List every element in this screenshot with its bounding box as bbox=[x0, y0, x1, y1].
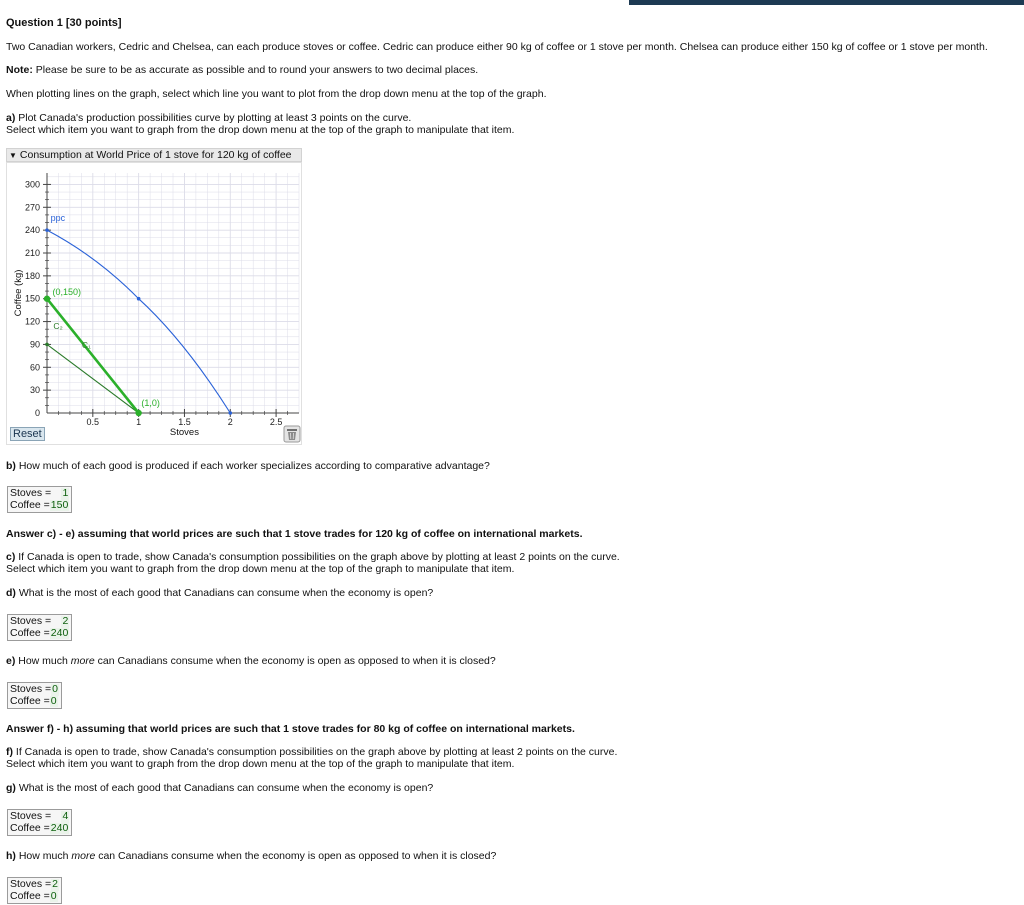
part-c-question bbox=[6, 551, 620, 563]
y-tick-label: 240 bbox=[24, 225, 40, 236]
stoves-label: Stoves = bbox=[10, 615, 52, 627]
ppc-label: ppc bbox=[50, 213, 66, 223]
coffee-value-field[interactable]: 240 bbox=[50, 626, 69, 639]
part-d-label: d) bbox=[6, 587, 16, 599]
y-tick-label: 180 bbox=[24, 270, 40, 281]
ppc-point[interactable] bbox=[137, 297, 141, 301]
coffee-value-field[interactable]: 0 bbox=[50, 694, 57, 707]
part-c-label: c) bbox=[6, 551, 16, 563]
y-axis-title: Coffee (kg) bbox=[13, 269, 24, 317]
part-b-text: How much of each good is produced if each worker specializes according to comparative advantage? bbox=[15, 460, 490, 472]
note-label: Note: bbox=[6, 64, 33, 76]
part-g-question bbox=[6, 782, 433, 794]
part-f-text: If Canada is open to trade, show Canada's consumption possibilities on the graph above by plotting at least 2 points on the curve. bbox=[13, 746, 618, 758]
stoves-value-field[interactable]: 2 bbox=[62, 615, 69, 627]
y-tick-label: 0 bbox=[34, 408, 40, 418]
part-h-answer-box bbox=[7, 877, 62, 904]
question-intro: Two Canadian workers, Cedric and Chelsea, can each produce stoves or coffee. Cedric can produce either 90 kg of coffee or 1 stove per month. Chelsea can produce either 150 kg of coffee or 1 stove per month. bbox=[6, 41, 988, 53]
part-g-text: What is the most of each good that Canadians can consume when the economy is open? bbox=[15, 782, 434, 794]
stoves-value-field[interactable]: 1 bbox=[62, 487, 69, 499]
part-b-answer-box bbox=[7, 486, 72, 513]
x-tick-label: 1.5 bbox=[178, 417, 191, 427]
part-b-label: b) bbox=[6, 460, 16, 472]
part-c-instruction: Select which item you want to graph from the drop down menu at the top of the graph to manipulate that item. bbox=[6, 563, 515, 575]
trash-icon[interactable] bbox=[283, 425, 301, 443]
coffee-label: Coffee = bbox=[10, 694, 50, 707]
y-tick-label: 120 bbox=[24, 316, 40, 327]
ppc-chart[interactable] bbox=[7, 163, 303, 446]
y-tick-label: 300 bbox=[24, 179, 40, 190]
c1-point-1-0[interactable] bbox=[135, 410, 141, 416]
part-c-text: If Canada is open to trade, show Canada's consumption possibilities on the graph above by plotting at least 2 points on the curve. bbox=[15, 551, 620, 563]
coffee-value-field[interactable]: 150 bbox=[50, 498, 69, 511]
part-e-text-pre: How much bbox=[15, 655, 71, 667]
note-text: Please be sure to be as accurate as possible and to round your answers to two decimal places. bbox=[32, 64, 479, 76]
x-tick-label: 2.5 bbox=[269, 417, 283, 427]
coffee-value-field[interactable]: 0 bbox=[50, 889, 57, 902]
part-h-label: h) bbox=[6, 850, 16, 862]
part-d-question bbox=[6, 587, 433, 599]
y-tick-label: 150 bbox=[24, 293, 40, 304]
ppc-point[interactable] bbox=[45, 228, 49, 232]
coffee-value-field[interactable]: 240 bbox=[50, 821, 69, 834]
c2-label: C₂ bbox=[53, 321, 63, 332]
question-title: Question 1 [30 points] bbox=[6, 17, 122, 29]
part-g-label: g) bbox=[6, 782, 16, 794]
part-d-answer-box bbox=[7, 614, 72, 641]
coffee-label: Coffee = bbox=[10, 889, 50, 902]
dropdown-caret-icon: ▼ bbox=[9, 151, 17, 160]
x-tick-label: 2 bbox=[227, 417, 233, 427]
part-e-label: e) bbox=[6, 655, 16, 667]
part-f-label: f) bbox=[6, 746, 13, 758]
stoves-label: Stoves = bbox=[10, 683, 52, 695]
part-f-question bbox=[6, 746, 617, 758]
dropdown-selected-label: Consumption at World Price of 1 stove for 120 kg of coffee bbox=[19, 149, 292, 161]
stoves-value-field[interactable]: 4 bbox=[62, 810, 69, 822]
part-e-question bbox=[6, 655, 496, 667]
coffee-label: Coffee = bbox=[10, 498, 50, 511]
stoves-label: Stoves = bbox=[10, 810, 52, 822]
reset-button[interactable]: Reset bbox=[10, 427, 45, 441]
y-tick-label: 270 bbox=[24, 202, 40, 213]
stoves-value-field[interactable]: 0 bbox=[52, 683, 58, 695]
stoves-value-field[interactable]: 2 bbox=[52, 878, 58, 890]
coffee-label: Coffee = bbox=[10, 626, 50, 639]
point-label-1-0: (1,0) bbox=[141, 398, 160, 409]
trash-icon-graphic bbox=[283, 425, 301, 443]
x-tick-label: 1 bbox=[136, 417, 142, 427]
point-label-0-150: (0,150) bbox=[52, 286, 82, 297]
part-a-text: Plot Canada's production possibilities curve by plotting at least 3 points on the curve. bbox=[15, 112, 412, 124]
part-e-text-post: can Canadians consume when the economy is open as opposed to when it is closed? bbox=[94, 655, 496, 667]
plot-instruction: When plotting lines on the graph, select which line you want to plot from the drop down menu at the top of the graph. bbox=[6, 88, 547, 100]
graph-panel[interactable] bbox=[6, 162, 302, 445]
part-h-text-post: can Canadians consume when the economy is open as opposed to when it is closed? bbox=[95, 850, 497, 862]
ppc-point[interactable] bbox=[228, 411, 232, 415]
top-frame-bar bbox=[629, 0, 1024, 5]
part-f-instruction: Select which item you want to graph from the drop down menu at the top of the graph to manipulate that item. bbox=[6, 758, 515, 770]
part-a-instruction: Select which item you want to graph from the drop down menu at the top of the graph to manipulate that item. bbox=[6, 124, 515, 136]
part-h-text-em: more bbox=[71, 850, 96, 862]
y-tick-label: 60 bbox=[29, 362, 40, 373]
x-tick-label: 0.5 bbox=[86, 417, 100, 427]
part-a-label: a) bbox=[6, 112, 16, 124]
part-b-question bbox=[6, 460, 490, 472]
y-tick-label: 90 bbox=[29, 339, 40, 350]
c2-point[interactable] bbox=[45, 343, 49, 347]
y-tick-label: 210 bbox=[24, 248, 40, 258]
stoves-label: Stoves = bbox=[10, 878, 52, 890]
note-line bbox=[6, 64, 478, 76]
part-e-answer-box bbox=[7, 682, 62, 709]
coffee-label: Coffee = bbox=[10, 821, 50, 834]
x-axis-title: Stoves bbox=[169, 427, 199, 438]
part-h-question bbox=[6, 850, 496, 862]
part-h-text-pre: How much bbox=[15, 850, 72, 862]
section-fh-heading: Answer f) - h) assuming that world prices are such that 1 stove trades for 80 kg of coffee on international markets. bbox=[6, 723, 575, 735]
graph-item-dropdown[interactable] bbox=[6, 148, 302, 162]
stoves-label: Stoves = bbox=[10, 487, 52, 499]
part-a-question bbox=[6, 112, 411, 124]
y-tick-label: 30 bbox=[29, 385, 40, 396]
part-g-answer-box bbox=[7, 809, 72, 836]
part-e-text-em: more bbox=[70, 655, 95, 667]
section-ce-heading: Answer c) - e) assuming that world prices are such that 1 stove trades for 120 kg of coffee on international markets. bbox=[6, 528, 583, 540]
c1-label: C₁ bbox=[81, 340, 91, 351]
c1-point-0-150[interactable] bbox=[44, 296, 50, 302]
part-d-text: What is the most of each good that Canadians can consume when the economy is open? bbox=[15, 587, 434, 599]
